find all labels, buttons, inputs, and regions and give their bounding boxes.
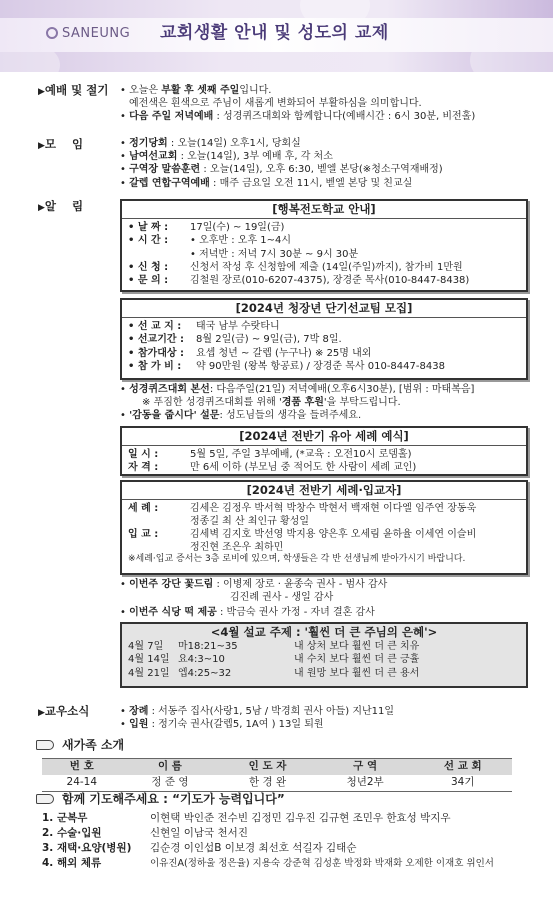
school-contact: • 문 의 : 김철원 장로(010-6207-4375), 장경준 목사(010-8447-8438) bbox=[128, 274, 470, 286]
baptism-row: 세 례 : 김세은 김정우 박서혁 박창수 박현서 백재현 이다엘 임주연 장동욱 bbox=[128, 502, 477, 514]
school-time-2: • 저녁반 : 저녁 7시 30분 ~ 9시 30분 bbox=[190, 248, 359, 260]
survey-line: • '감동을 줍시다' 설문: 성도님들의 생각을 들려주세요. bbox=[120, 410, 362, 422]
hand-icon bbox=[36, 740, 54, 750]
table-row: 24-14 정 준 영 한 경 완 청년2부 34기 bbox=[42, 775, 512, 791]
mission-row: • 참가대상 : 요셉 청년 ~ 갈렙 (누구나) ※ 25명 내외 bbox=[128, 347, 372, 359]
school-apply: • 신 청 : 신청서 작성 후 신청함에 제출 (14일(주일)까지), 참가비 1만원 bbox=[128, 261, 463, 273]
flower-line-1: • 이번주 강단 꽃드림 : 이병제 장로 · 윤종숙 권사 - 범사 감사 bbox=[120, 578, 388, 590]
section-member-news-label: ▶교우소식 bbox=[38, 704, 90, 718]
church-logo: SANEUNG bbox=[46, 25, 130, 42]
baptism-row-2: 정종길 최 산 최인규 황성일 bbox=[190, 515, 309, 527]
quiz-line-1: • 성경퀴즈대회 본선: 다음주일(21일) 저녁예배(오후6시30분), [범위 : 마태복음] bbox=[120, 384, 475, 395]
confirmation-row: 입 교 : 김세벽 김지호 박선영 박지용 양은후 오세림 윤하율 이세연 이슬비 bbox=[128, 529, 477, 541]
section-worship bbox=[120, 84, 528, 124]
section-worship-label: ▶예배 및 절기 bbox=[38, 83, 109, 97]
page-title: 교회생활 안내 및 성도의 교제 bbox=[160, 23, 389, 43]
sermon-box bbox=[120, 622, 528, 688]
prayer-heading: 함께 기도해주세요 : “기도가 능력입니다” bbox=[36, 792, 285, 808]
baptism-note: ※세례·입교 증서는 3층 로비에 있으며, 학생들은 각 반 선생님께 받아가시기 바랍니다. bbox=[128, 554, 466, 565]
section-notice bbox=[120, 199, 528, 688]
flower-line-2: 김진례 권사 - 생일 감사 bbox=[230, 591, 334, 603]
school-box bbox=[120, 199, 528, 292]
mission-row: • 선교기간 : 8월 2일(금) ~ 9일(금), 7박 8일. bbox=[128, 334, 342, 346]
infant-baptism-title: [2024년 전반기 유아 세례 예식] bbox=[122, 429, 526, 446]
logo-mark-icon bbox=[46, 27, 58, 39]
school-time: • 시 간 : • 오후반 : 오후 1~4시 bbox=[128, 235, 292, 247]
worship-line-2: 예전색은 흰색으로 주님이 새롭게 변화되어 부활하심을 의미합니다. bbox=[129, 98, 422, 110]
confirmation-row-2: 정진현 조은우 최하민 bbox=[190, 542, 284, 554]
news-item: • 입원 : 정기숙 권사(갈렙5, 1A여 ) 13일 퇴원 bbox=[120, 719, 324, 731]
section-meeting-label: ▶모 임 bbox=[38, 137, 84, 151]
col-header: 선 교 회 bbox=[414, 759, 512, 775]
mission-title: [2024년 청장년 단기선교팀 모집] bbox=[122, 301, 526, 318]
mission-box bbox=[120, 298, 528, 380]
sermon-row: 4월 21일 엡4:25~32 내 원망 보다 훨씬 더 큰 용서 bbox=[128, 667, 420, 679]
baptism-title: [2024년 전반기 세례·입교자] bbox=[122, 483, 526, 500]
prayer-list bbox=[42, 811, 522, 871]
worship-line-1: • 오늘은 부활 후 셋째 주일입니다. bbox=[120, 85, 272, 96]
prayer-item: 4. 해외 체류 이유진A(정하울 정은율) 지용숙 강준혁 김성훈 박정화 박재화 오제한 이재호 위인서 bbox=[42, 857, 494, 869]
infant-baptism-box bbox=[120, 426, 528, 476]
new-family-table bbox=[42, 758, 512, 792]
table-header-row bbox=[42, 759, 512, 775]
sermon-title: <4월 설교 주제 : '훨씬 더 큰 주님의 은혜'> bbox=[210, 625, 438, 640]
page-header bbox=[0, 0, 553, 72]
col-header: 구 역 bbox=[317, 759, 414, 775]
section-member-news bbox=[120, 705, 528, 731]
new-family-heading: 새가족 소개 bbox=[36, 738, 124, 754]
news-item: • 장례 : 서동주 집사(사랑1, 5남 / 박경희 권사 아들) 지난11일 bbox=[120, 706, 395, 717]
school-title: [행복전도학교 안내] bbox=[122, 202, 526, 219]
col-header: 인 도 자 bbox=[218, 759, 316, 775]
section-notice-label: ▶알 림 bbox=[38, 199, 84, 213]
sermon-row: 4월 14일 요4:3~10 내 수치 보다 훨씬 더 큰 긍휼 bbox=[128, 654, 420, 666]
hand-icon bbox=[36, 794, 54, 804]
prayer-item: 1. 군복무 이현택 박인준 전수빈 김정민 김우진 김규현 조민우 한효성 박지우 bbox=[42, 812, 451, 824]
prayer-item: 2. 수술·입원 신현일 이남국 천서진 bbox=[42, 827, 248, 839]
col-header: 이 름 bbox=[122, 759, 219, 775]
food-line: • 이번주 식당 떡 제공 : 박금숙 권사 가정 - 자녀 결혼 감사 bbox=[120, 606, 375, 618]
infant-row: 자 격 : 만 6세 이하 (부모님 중 적어도 한 사람이 세례 교인) bbox=[128, 461, 417, 473]
school-date: • 날 짜 : 17일(수) ~ 19일(금) bbox=[128, 222, 285, 234]
meeting-item: • 구역장 말씀훈련 : 오늘(14일), 오후 6:30, 벧엘 본당(※청소구역재배정) bbox=[120, 164, 443, 176]
meeting-item: • 남여선교회 : 오늘(14일), 3부 예배 후, 각 처소 bbox=[120, 151, 333, 163]
mission-row: • 참 가 비 : 약 90만원 (왕복 항공료) / 장경준 목사 010-8447-8438 bbox=[128, 360, 445, 372]
col-header: 번 호 bbox=[42, 759, 122, 775]
meeting-item: • 갈렙 연합구역예배 : 매주 금요일 오전 11시, 벧엘 본당 및 친교실 bbox=[120, 177, 413, 189]
quiz-line-2: ※ 푸짐한 성경퀴즈대회를 위해 '경품 후원'을 부탁드립니다. bbox=[142, 397, 401, 409]
meeting-item: • 정기당회 : 오늘(14일) 오후1시, 당회실 bbox=[120, 138, 301, 149]
prayer-item: 3. 재택·요양(병원) 김순경 이인섭B 이보경 최선호 석길자 김태순 bbox=[42, 842, 357, 854]
baptism-box bbox=[120, 480, 528, 575]
section-meeting bbox=[120, 137, 528, 190]
worship-line-3: • 다음 주일 저녁예배 : 성경퀴즈대회와 함께합니다(예배시간 : 6시 30분, 비전홀) bbox=[120, 111, 476, 123]
infant-row: 일 시 : 5월 5일, 주일 3부예배, (*교육 : 오전10시 로뎀홀) bbox=[128, 448, 412, 460]
sermon-row: 4월 7일 마18:21~35 내 상처 보다 훨씬 더 큰 치유 bbox=[128, 641, 420, 653]
mission-row: • 선 교 지 : 태국 남부 수랏타니 bbox=[128, 321, 280, 333]
